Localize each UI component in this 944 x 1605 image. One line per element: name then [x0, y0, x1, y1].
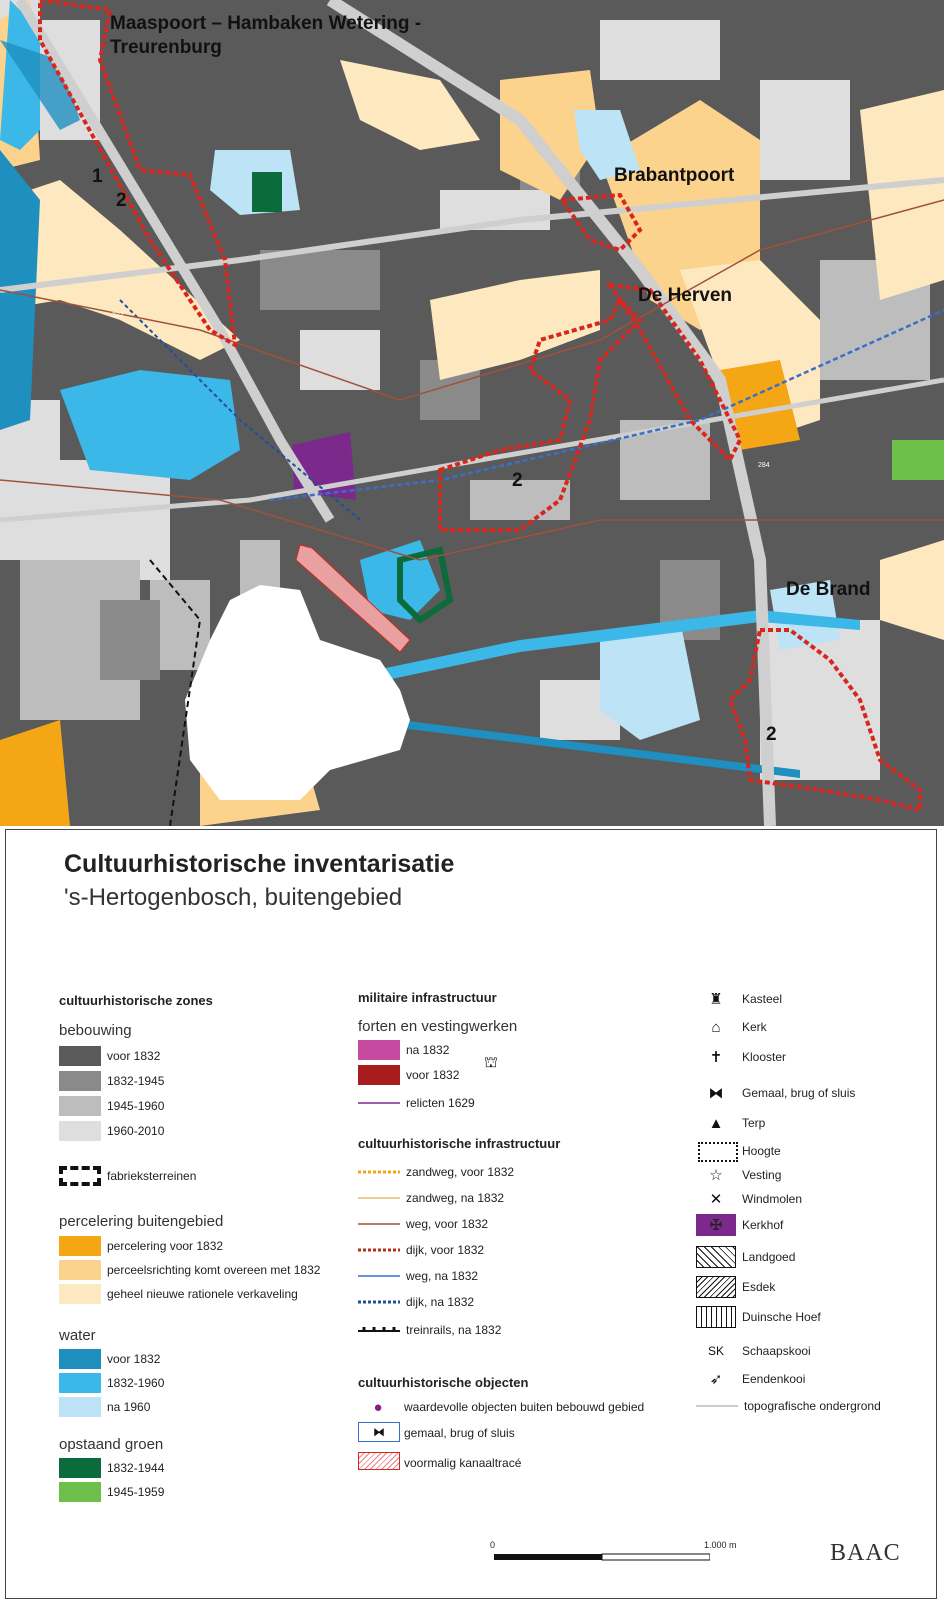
- zone-number-2: 2: [766, 724, 777, 745]
- swatch: [358, 1065, 400, 1085]
- swatch: [59, 1096, 101, 1116]
- bebouwing-title: bebouwing: [59, 1022, 132, 1039]
- duck-decoy-icon: ➶: [709, 1371, 723, 1388]
- pumping-station-icon: ⧓: [708, 1085, 724, 1102]
- forts-title: forten en vestingwerken: [358, 1018, 518, 1035]
- castle-icon: ♜: [709, 991, 723, 1008]
- swatch: [59, 1121, 101, 1141]
- green-area: [892, 440, 944, 480]
- line-swatch: [358, 1167, 400, 1177]
- height-icon: [698, 1142, 738, 1162]
- objects-heading: cultuurhistorische objecten: [358, 1375, 529, 1390]
- military-heading: militaire infrastructuur: [358, 990, 497, 1005]
- legend-title: Cultuurhistorische inventarisatie: [64, 850, 455, 878]
- percelering-title: percelering buitengebied: [59, 1213, 224, 1230]
- fortress-icon: ☆: [709, 1167, 723, 1184]
- scale-start: 0: [490, 1540, 496, 1550]
- swatch: [59, 1046, 101, 1066]
- pumping-station-bridge-icon: ⧓: [358, 1422, 400, 1442]
- infra-heading: cultuurhistorische infrastructuur: [358, 1136, 561, 1151]
- esdek-icon: [696, 1276, 736, 1298]
- map-legend: Cultuurhistorische inventarisatie 's-Hertogenbosch, buitengebied cultuurhistorische zones bebouwing voor 1832 1832-1945 1945-1960 1960-2010 fabrieksterreinen percelering buitengebied percelering voor 1832 perceelsrichting komt overeen met 1832 geheel nieuwe rationele verkaveling water voor 1832 1832-1960 na 1960 opstaand groen 1832-1944 1945-1959 militaire infrastructuur forten en vestingwerken na 1832 voor 1832 ⛫ relicten 1629 cultuurhistorische infrastructuur zandweg, voor 1832 zandweg, na 1832 weg, voor 1832 dijk, voor 1832 weg, na 1832 dijk, na 1832 treinrails, na 1832 cultuurhistorische objecten ● waardevolle objecten buiten bebouwd gebied ⧓ gemaal, brug of sluis voormalig kanaaltracé ♜ Kasteel ⌂ Kerk ✝ Klooster ⧓ Gemaal, brug of sluis ▲ Terp Hoogte ☆ Vesting ✕ Windmolen ✠ Kerkhof Landgoed Esdek Duinsche Hoef SK Schaapskooi ➶ Eendenkooi topografische ondergrond 0 1.000 m BAAC: [5, 829, 937, 1599]
- line-swatch: [358, 1245, 400, 1255]
- map-label-brabantpoort: Brabantpoort: [614, 165, 735, 186]
- swatch: [59, 1284, 101, 1304]
- groen-title: opstaand groen: [59, 1436, 164, 1453]
- estate-icon: [696, 1246, 736, 1268]
- swatch: [59, 1236, 101, 1256]
- windmill-icon: ✕: [709, 1191, 723, 1208]
- line-swatch: [358, 1325, 400, 1335]
- terp-icon: ▲: [708, 1114, 724, 1132]
- line-swatch: [358, 1271, 400, 1281]
- map-label-treurenburg: Treurenburg: [110, 37, 222, 58]
- swatch: [59, 1373, 101, 1393]
- legend-subtitle: 's-Hertogenbosch, buitengebied: [64, 884, 403, 911]
- map-label-deherven: De Herven: [638, 285, 732, 306]
- topographic-line-icon: [696, 1401, 738, 1411]
- baac-logo: BAAC: [830, 1540, 901, 1566]
- church-icon: ⌂: [711, 1018, 721, 1036]
- swatch: [358, 1040, 400, 1060]
- scale-end: 1.000 m: [704, 1540, 737, 1550]
- zones-heading: cultuurhistorische zones: [59, 993, 213, 1008]
- road-number-label: 284: [758, 462, 770, 469]
- line-swatch: [358, 1193, 400, 1203]
- sheepfold-icon: SK: [707, 1344, 724, 1358]
- map-label-debrand: De Brand: [786, 579, 871, 600]
- valuable-object-icon: ●: [373, 1398, 383, 1416]
- cannon-icon: ⛫: [484, 1054, 498, 1071]
- zone-number-2: 2: [116, 190, 127, 211]
- line-swatch: [358, 1219, 400, 1229]
- swatch: [59, 1166, 101, 1186]
- scale-graphic: [494, 1552, 710, 1564]
- zone-number-1: 1: [92, 166, 103, 187]
- swatch: [59, 1482, 101, 1502]
- swatch: [59, 1458, 101, 1478]
- road-number-label: 222: [112, 312, 124, 319]
- swatch: [59, 1260, 101, 1280]
- monastery-icon: ✝: [709, 1049, 723, 1066]
- line-swatch: [358, 1297, 400, 1307]
- duinsche-hoef-icon: [696, 1306, 736, 1328]
- cemetery-icon: ✠: [696, 1214, 736, 1236]
- swatch: [59, 1349, 101, 1369]
- swatch: [59, 1071, 101, 1091]
- water-title: water: [59, 1327, 96, 1344]
- former-canal-swatch: [358, 1452, 400, 1470]
- zone-number-2: 2: [512, 470, 523, 491]
- map-label-maaspoort: Maaspoort – Hambaken Wetering -: [110, 13, 422, 34]
- line-swatch: [358, 1098, 400, 1108]
- swatch: [59, 1397, 101, 1417]
